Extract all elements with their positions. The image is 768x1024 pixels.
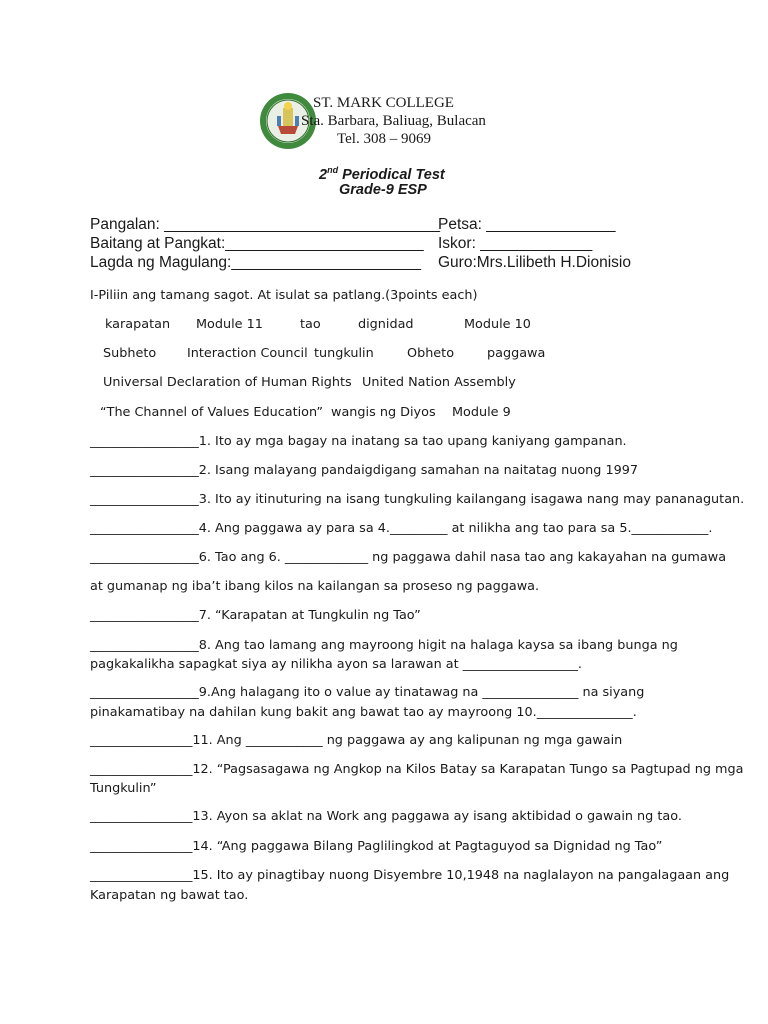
choice-module-11: Module 11	[196, 317, 263, 332]
question-item: ________________11. Ang ____________ ng paggawa ay ang kalipunan ng mga gawain	[90, 733, 623, 748]
instructions: I-Piliin ang tamang sagot. At isulat sa patlang.(3points each)	[90, 288, 478, 303]
school-tel: Tel. 308 – 9069	[337, 131, 431, 147]
choice-module-10: Module 10	[464, 317, 531, 332]
question-item: ________________14. “Ang paggawa Bilang Paglilingkod at Pagtaguyod sa Dignidad ng Tao”	[90, 839, 663, 854]
question-item: _________________8. Ang tao lamang ang mayroong higit na halaga kaysa sa ibang bunga ng	[90, 638, 678, 653]
question-item-cont: Karapatan ng bawat tao.	[90, 888, 249, 903]
question-item: _________________7. “Karapatan at Tungkulin ng Tao”	[90, 608, 421, 623]
school-address: Sta. Barbara, Baliuag, Bulacan	[301, 113, 486, 129]
choice-obheto: Obheto	[407, 346, 455, 361]
question-item: _________________2. Isang malayang pandaigdigang samahan na naitatag nuong 1997	[90, 463, 639, 478]
question-item: _________________9.Ang halagang ito o value ay tinatawag na _______________ na siyang	[90, 685, 645, 700]
choice-interaction-council: Interaction Council	[187, 346, 308, 361]
choice-subheto: Subheto	[103, 346, 157, 361]
petsa-field[interactable]: Petsa: _______________	[438, 216, 616, 233]
question-item-cont: pinakamatibay na dahilan kung bakit ang bawat tao ay mayroong 10._______________.	[90, 705, 637, 720]
test-subject: Grade-9 ESP	[339, 182, 427, 198]
question-item-cont: pagkakalikha sapagkat siya ay nilikha ayon sa larawan at __________________.	[90, 657, 582, 672]
choice-un-assembly: United Nation Assembly	[362, 375, 516, 390]
question-item: ________________12. “Pagsasagawa ng Angkop na Kilos Batay sa Karapatan Tungo sa Pagtupad ng mga	[90, 762, 744, 777]
choice-module-9: Module 9	[452, 405, 511, 420]
test-title: 2nd Periodical Test	[319, 165, 445, 183]
question-item-cont: Tungkulin”	[90, 781, 157, 796]
school-name: ST. MARK COLLEGE	[313, 95, 454, 111]
choice-karapatan: karapatan	[105, 317, 171, 332]
guro-field: Guro:Mrs.Lilibeth H.Dionisio	[438, 254, 631, 271]
question-item: _________________6. Tao ang 6. _____________ ng paggawa dahil nasa tao ang kakayahan na gumawa	[90, 550, 727, 565]
choice-tao: tao	[300, 317, 321, 332]
choice-tungkulin: tungkulin	[314, 346, 374, 361]
choice-channel-values: “The Channel of Values Education”	[100, 405, 324, 420]
lagda-field[interactable]: Lagda ng Magulang:______________________	[90, 254, 421, 271]
question-item: _________________4. Ang paggawa ay para sa 4._________ at nilikha ang tao para sa 5.____________.	[90, 521, 713, 536]
choice-dignidad: dignidad	[358, 317, 414, 332]
question-item-cont: at gumanap ng iba’t ibang kilos na kailangan sa proseso ng paggawa.	[90, 579, 540, 594]
choice-wangis: wangis ng Diyos	[331, 405, 436, 420]
pangalan-field[interactable]: Pangalan: ________________________________	[90, 216, 440, 233]
iskor-field[interactable]: Iskor: _____________	[438, 235, 593, 252]
question-item: ________________15. Ito ay pinagtibay nuong Disyembre 10,1948 na naglalayon na pangalagaan ang	[90, 868, 730, 883]
question-item: ________________13. Ayon sa aklat na Work ang paggawa ay isang aktibidad o gawain ng tao.	[90, 809, 682, 824]
question-item: _________________3. Ito ay itinuturing na isang tungkuling kailangang isagawa nang may pananagutan.	[90, 492, 745, 507]
baitang-field[interactable]: Baitang at Pangkat:_______________________	[90, 235, 424, 252]
choice-paggawa: paggawa	[487, 346, 546, 361]
question-item: _________________1. Ito ay mga bagay na inatang sa tao upang kaniyang gampanan.	[90, 434, 627, 449]
choice-udhr: Universal Declaration of Human Rights	[103, 375, 352, 390]
